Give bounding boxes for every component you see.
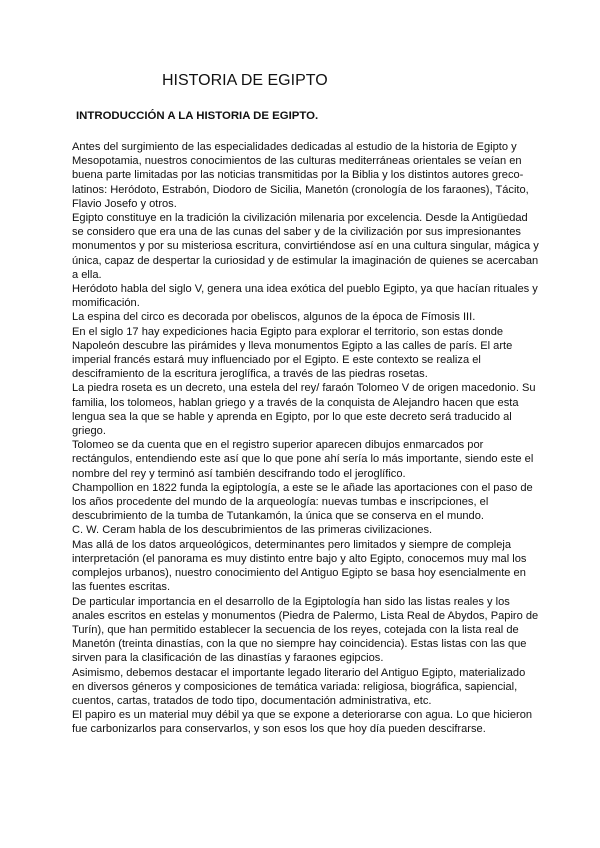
paragraph: Champollion en 1822 funda la egiptología, a este se le añade las aportaciones con el paso de los años procedente del mundo de la arqueología: nuevas tumbas e inscripciones, el descubrimiento de la tumba de Tutankamón, la única que se conserva en el mundo. (72, 481, 533, 523)
body-text (72, 140, 540, 737)
paragraph: Tolomeo se da cuenta que en el registro superior aparecen dibujos enmarcados por rectángulos, entendiendo este así que lo que pone ahí sería lo más importante, siendo este el nombre del rey y terminó así también descifrando todo el jeroglífico. (72, 439, 534, 480)
paragraph: La espina del circo es decorada por obeliscos, algunos de la época de Fímosis III. (72, 311, 476, 324)
paragraph: Antes del surgimiento de las especialidades dedicadas al estudio de la historia de Egipto y Mesopotamia, nuestros conocimientos de las culturas mediterráneas orientales se veían en buena parte limitadas por las noticias transmitidas por la Biblia y los distintos autores greco-latinos: Heródoto, Estrabón, Diodoro de Sicilia, Manetón (cronología de los faraones), Tácito, Flavio Josefo y otros. (72, 141, 529, 210)
paragraph: Mas allá de los datos arqueológicos, determinantes pero limitados y siempre de compleja interpretación (el panorama es muy distinto entre bajo y alto Egipto, conocemos muy mal los complejos urbanos), nuestro conocimiento del Antiguo Egipto se basa hoy esencialmente en las fuentes escritas. (72, 538, 527, 594)
paragraph: Asimismo, debemos destacar el importante legado literario del Antiguo Egipto, materializado en diversos géneros y composiciones de temática variada: religiosa, biográfica, sapiencial, cuentos, cartas, tratados de todo tipo, documentación administrativa, etc. (72, 666, 526, 707)
section-heading: INTRODUCCIÓN A LA HISTORIA DE EGIPTO. (76, 110, 319, 122)
paragraph: Heródoto habla del siglo V, genera una idea exótica del pueblo Egipto, ya que hacían rituales y momificación. (72, 283, 538, 310)
paragraph: C. W. Ceram habla de los descubrimientos de las primeras civilizaciones. (72, 524, 433, 537)
document-title: HISTORIA DE EGIPTO (162, 72, 328, 89)
paragraph: Egipto constituye en la tradición la civilización milenaria por excelencia. Desde la Antigüedad se considero que era una de las cunas del saber y de la civilización por sus impresionantes monumentos y por su misteriosa escritura, convirtiéndose así en una cultura singular, mágica y única, capaz de despertar la curiosidad y de estimular la imaginación de quienes se acercaban a ella. (72, 212, 539, 281)
paragraph: El papiro es un material muy débil ya que se expone a deteriorarse con agua. Lo que hicieron fue carbonizarlos para conservarlos, y son esos los que hoy día pueden descifrarse. (72, 709, 533, 736)
paragraph: De particular importancia en el desarrollo de la Egiptología han sido las listas reales y los anales escritos en estelas y monumentos (Piedra de Palermo, Lista Real de Abydos, Papiro de Turín), que han permitido establecer la secuencia de los reyes, cotejada con la lista real de Manetón (treinta dinastías, con la que no siempre hay coincidencia). Estas listas con las que sirven para la clasificación de las dinastías y faraones egipcios. (72, 595, 539, 665)
paragraph: En el siglo 17 hay expediciones hacia Egipto para explorar el territorio, son estas donde Napoleón descubre las pirámides y lleva monumentos Egipto a las calles de parís. El arte imperial francés estará muy influenciado por el Egipto. E este contexto se realiza el desciframiento de la escritura jeroglífica, a través de las piedras rosetas. (72, 325, 513, 381)
paragraph: La piedra roseta es un decreto, una estela del rey/ faraón Tolomeo V de origen macedonio. Su familia, los tolomeos, hablan griego y a través de la conquista de Alejandro hacen que esta lengua sea la que se hable y aprenda en Egipto, por lo que este decreto será traducido al griego. (72, 382, 536, 438)
